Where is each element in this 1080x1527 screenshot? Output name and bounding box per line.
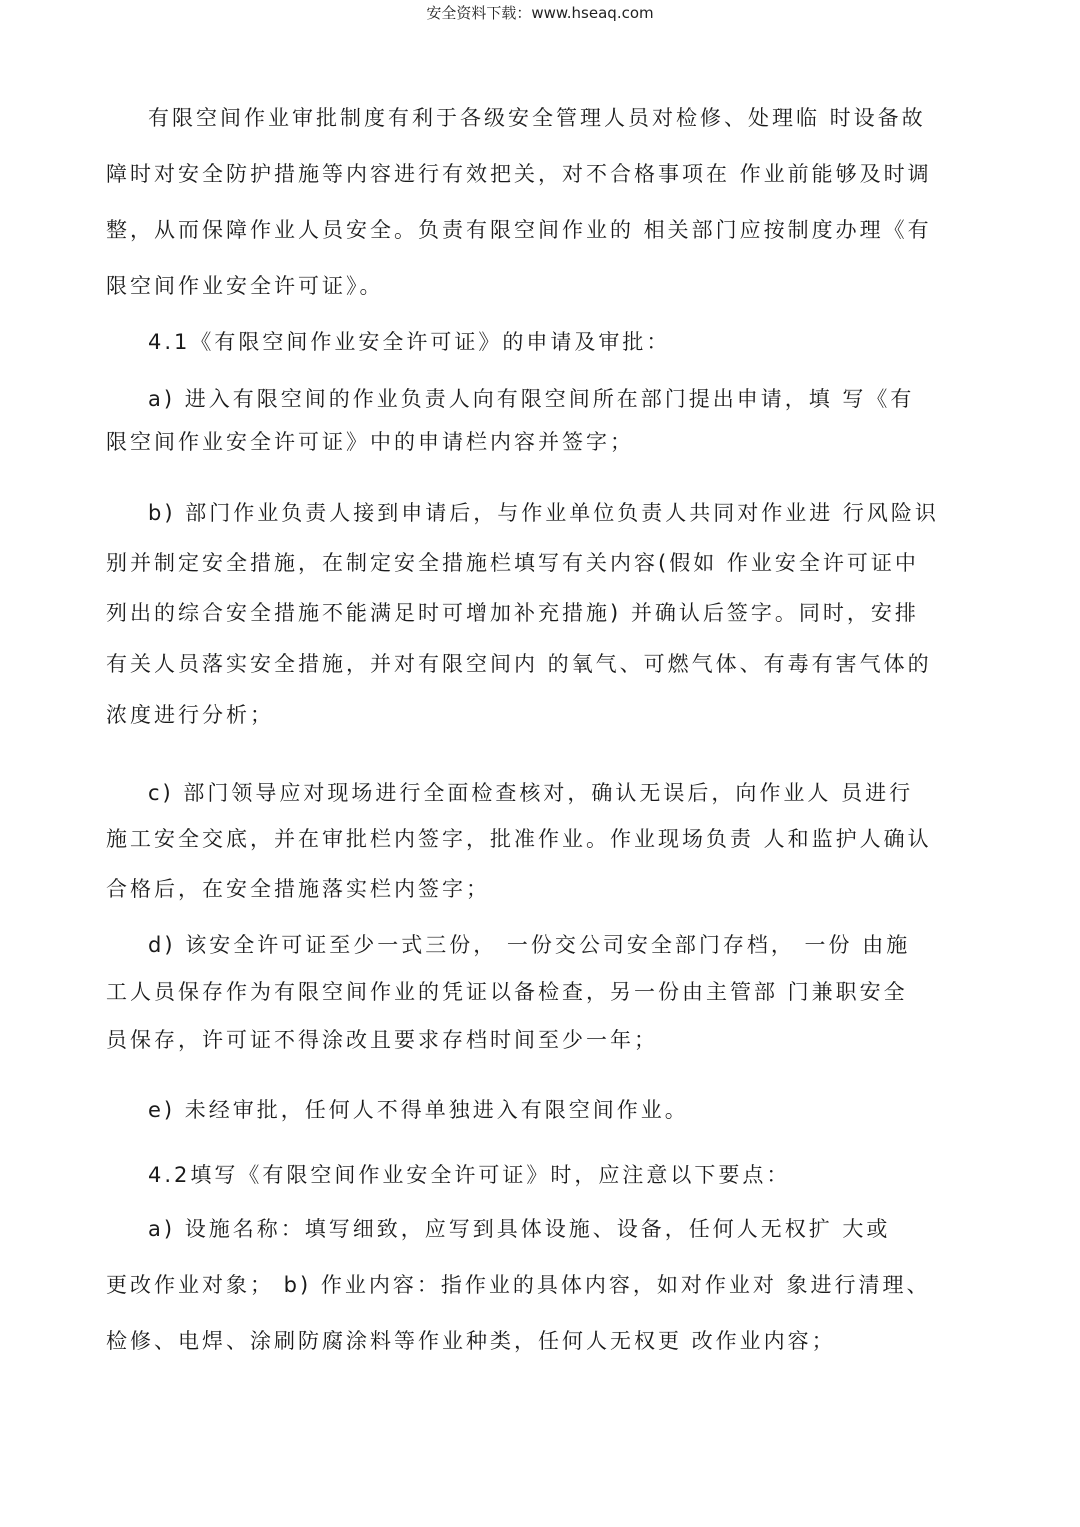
section-4-1-heading: 4.1《有限空间作业安全许可证》的申请及审批： bbox=[148, 330, 671, 354]
page-header-source: 安全资料下载：www.hseaq.com bbox=[426, 4, 654, 22]
item-b-line-2: 别并制定安全措施，在制定安全措施栏填写有关内容(假如 作业安全许可证中 bbox=[106, 551, 919, 575]
item-b-line-4: 有关人员落实安全措施，并对有限空间内 的氧气、可燃气体、有毒有害气体的 bbox=[106, 652, 932, 676]
item-d-line-3: 员保存，许可证不得涂改且要求存档时间至少一年； bbox=[106, 1028, 658, 1052]
item-d-line-2: 工人员保存作为有限空间作业的凭证以备检查，另一份由主管部 门兼职安全 bbox=[106, 980, 908, 1004]
section-4-2-heading: 4.2填写《有限空间作业安全许可证》时，应注意以下要点： bbox=[148, 1163, 791, 1187]
item-a-line-1: a) 进入有限空间的作业负责人向有限空间所在部门提出申请，填 写《有 bbox=[148, 387, 915, 411]
item-a-line-2: 限空间作业安全许可证》中的申请栏内容并签字； bbox=[106, 430, 634, 454]
item-b-line-1: b) 部门作业负责人接到申请后，与作业单位负责人共同对作业进 行风险识 bbox=[148, 501, 939, 525]
item-c-line-1: c) 部门领导应对现场进行全面检查核对，确认无误后，向作业人 员进行 bbox=[148, 781, 914, 805]
item-e-line-1: e) 未经审批，任何人不得单独进入有限空间作业。 bbox=[148, 1098, 689, 1122]
item-d-line-1: d) 该安全许可证至少一式三份， 一份交公司安全部门存档， 一份 由施 bbox=[148, 933, 911, 957]
para-intro-line-4: 限空间作业安全许可证》。 bbox=[106, 274, 384, 298]
para-intro-line-2: 障时对安全防护措施等内容进行有效把关，对不合格事项在 作业前能够及时调 bbox=[106, 162, 932, 186]
item-c-line-2: 施工安全交底，并在审批栏内签字，批准作业。作业现场负责 人和监护人确认 bbox=[106, 827, 932, 851]
para-intro-line-3: 整，从而保障作业人员安全。负责有限空间作业的 相关部门应按制度办理《有 bbox=[106, 218, 932, 242]
item-4-2-a-b-line-2: 更改作业对象； b) 作业内容：指作业的具体内容，如对作业对 象进行清理、 bbox=[106, 1273, 931, 1297]
item-4-2-a-line-1: a) 设施名称：填写细致，应写到具体设施、设备，任何人无权扩 大或 bbox=[148, 1217, 891, 1241]
item-b-line-3: 列出的综合安全措施不能满足时可增加补充措施) 并确认后签字。同时，安排 bbox=[106, 601, 919, 625]
item-b-line-5: 浓度进行分析； bbox=[106, 703, 274, 727]
item-4-2-b-line-3: 检修、电焊、涂刷防腐涂料等作业种类，任何人无权更 改作业内容； bbox=[106, 1329, 836, 1353]
item-c-line-3: 合格后，在安全措施落实栏内签字； bbox=[106, 877, 490, 901]
para-intro-line-1: 有限空间作业审批制度有利于各级安全管理人员对检修、处理临 时设备故 bbox=[148, 106, 926, 130]
